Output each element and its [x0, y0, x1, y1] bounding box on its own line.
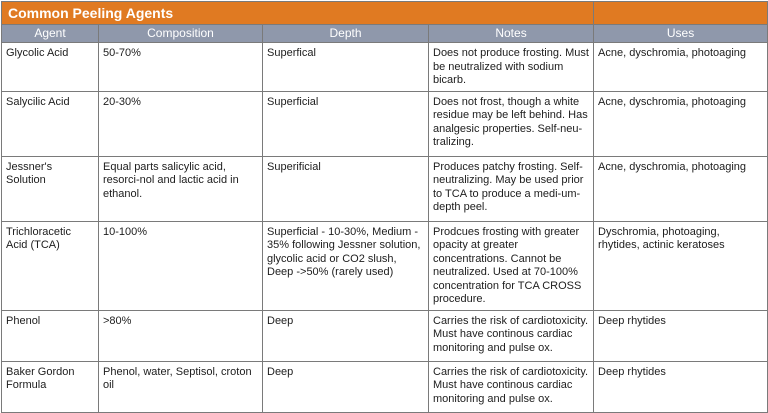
table-row	[2, 43, 768, 92]
column-header-notes: Notes	[429, 25, 594, 43]
table-row	[2, 361, 768, 412]
cell-notes: Prodcues frosting with greater opacity at greater concentrations. Cannot be neutralized. Used at 70-100% concentration for TCA CROSS procedure.	[429, 221, 594, 310]
cell-composition: 10-100%	[99, 221, 263, 310]
table-row	[2, 156, 768, 221]
cell-uses: Acne, dyschromia, photoaging	[594, 156, 768, 221]
cell-uses: Acne, dyschromia, photoaging	[594, 43, 768, 92]
column-header-depth: Depth	[263, 25, 429, 43]
cell-notes: Does not produce frosting. Must be neutralized with sodium bicarb.	[429, 43, 594, 92]
cell-agent: Salycilic Acid	[2, 91, 99, 156]
cell-agent: Trichloracetic Acid (TCA)	[2, 221, 99, 310]
cell-composition: Equal parts salicylic acid, resorci-nol and lactic acid in ethanol.	[99, 156, 263, 221]
cell-depth: Deep	[263, 310, 429, 361]
column-header-uses: Uses	[594, 25, 768, 43]
cell-agent: Phenol	[2, 310, 99, 361]
cell-composition: 50-70%	[99, 43, 263, 92]
cell-composition: >80%	[99, 310, 263, 361]
cell-uses: Deep rhytides	[594, 361, 768, 412]
cell-uses: Dyschromia, photoaging, rhytides, actinic keratoses	[594, 221, 768, 310]
cell-notes: Carries the risk of cardiotoxicity. Must have continous cardiac monitoring and pulse ox.	[429, 361, 594, 412]
cell-depth: Superificial	[263, 156, 429, 221]
table-title: Common Peeling Agents	[2, 2, 594, 25]
cell-agent: Baker Gordon Formula	[2, 361, 99, 412]
column-header-composition: Composition	[99, 25, 263, 43]
cell-notes: Does not frost, though a white residue may be left behind. Has analgesic properties. Self-neu-tralizing.	[429, 91, 594, 156]
table-row	[2, 91, 768, 156]
column-header-agent: Agent	[2, 25, 99, 43]
cell-uses: Deep rhytides	[594, 310, 768, 361]
cell-composition: 20-30%	[99, 91, 263, 156]
cell-depth: Superficial	[263, 91, 429, 156]
cell-notes: Carries the risk of cardiotoxicity. Must have continous cardiac monitoring and pulse ox.	[429, 310, 594, 361]
cell-depth: Superfical	[263, 43, 429, 92]
table-title-row	[2, 2, 768, 25]
peeling-agents-table	[1, 1, 768, 413]
cell-depth: Superficial - 10-30%, Medium - 35% following Jessner solution, glycolic acid or CO2 slush, Deep ->50% (rarely used)	[263, 221, 429, 310]
cell-agent: Glycolic Acid	[2, 43, 99, 92]
cell-composition: Phenol, water, Septisol, croton oil	[99, 361, 263, 412]
cell-uses: Acne, dyschromia, photoaging	[594, 91, 768, 156]
cell-depth: Deep	[263, 361, 429, 412]
table-header-row	[2, 25, 768, 43]
table-title-spacer	[594, 2, 768, 25]
cell-agent: Jessner's Solution	[2, 156, 99, 221]
peeling-agents-table-container	[1, 1, 767, 408]
table-row	[2, 310, 768, 361]
table-row	[2, 221, 768, 310]
cell-notes: Produces patchy frosting. Self-neutralizing. May be used prior to TCA to produce a medi-um-depth peel.	[429, 156, 594, 221]
